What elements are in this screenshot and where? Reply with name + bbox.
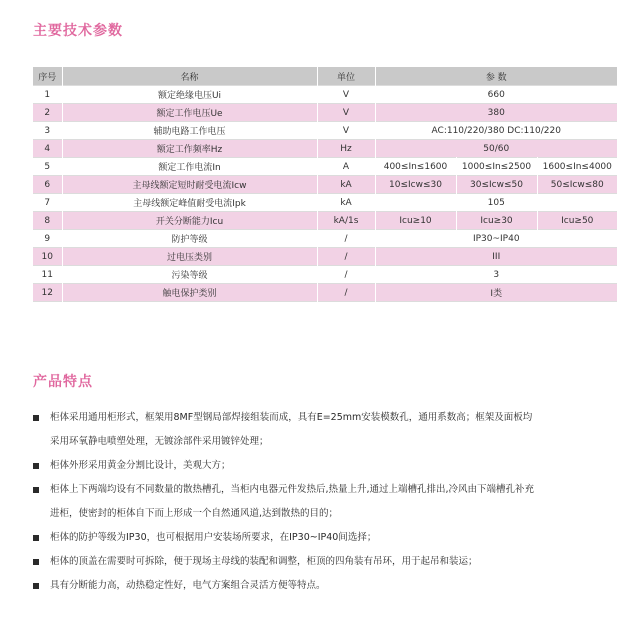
param-value: III bbox=[375, 248, 617, 266]
param-value: 105 bbox=[375, 194, 617, 212]
table-row bbox=[33, 86, 617, 104]
param-unit: Hz bbox=[317, 140, 375, 158]
param-unit: kA/1s bbox=[317, 212, 375, 230]
param-value: Icu≥30 bbox=[456, 212, 537, 230]
spec-section-title: 主要技术参数 bbox=[33, 23, 123, 39]
feature-text: 柜体外形采用黄金分割比设计，美观大方； bbox=[50, 460, 231, 471]
param-name: 主母线额定短时耐受电流Icw bbox=[62, 176, 317, 194]
table-header-row bbox=[33, 67, 617, 86]
param-name: 额定工作电压Ue bbox=[62, 104, 317, 122]
param-name: 辅助电路工作电压 bbox=[62, 122, 317, 140]
param-unit: A bbox=[317, 158, 375, 176]
header-no: 序号 bbox=[33, 67, 62, 86]
feature-item bbox=[33, 550, 593, 574]
param-unit: / bbox=[317, 230, 375, 248]
param-value: 400≤In≤1600 bbox=[375, 158, 456, 176]
feature-text: 采用环氧静电喷塑处理，无镀涂部件采用镀锌处理； bbox=[50, 436, 269, 447]
square-bullet-icon bbox=[33, 535, 39, 541]
square-bullet-icon bbox=[33, 463, 39, 469]
feature-item bbox=[33, 526, 593, 550]
row-number: 4 bbox=[33, 140, 62, 158]
row-number: 7 bbox=[33, 194, 62, 212]
feature-item bbox=[33, 406, 593, 454]
param-unit: kA bbox=[317, 176, 375, 194]
feature-text: 柜体采用通用柜形式，框架用8MF型钢局部焊接组装而成，具有E=25mm安装模数孔，通用系数高；框架及面板均 bbox=[50, 412, 533, 423]
row-number: 8 bbox=[33, 212, 62, 230]
param-name: 额定绝缘电压Ui bbox=[62, 86, 317, 104]
table-row bbox=[33, 140, 617, 158]
param-value: 380 bbox=[375, 104, 617, 122]
param-unit: kA bbox=[317, 194, 375, 212]
features-section-title: 产品特点 bbox=[33, 374, 93, 390]
row-number: 2 bbox=[33, 104, 62, 122]
features-list bbox=[33, 406, 593, 598]
square-bullet-icon bbox=[33, 415, 39, 421]
param-unit: / bbox=[317, 248, 375, 266]
param-value: Icu≥10 bbox=[375, 212, 456, 230]
header-name: 名称 bbox=[62, 67, 317, 86]
table-row bbox=[33, 104, 617, 122]
table-row bbox=[33, 176, 617, 194]
row-number: 3 bbox=[33, 122, 62, 140]
table-row bbox=[33, 158, 617, 176]
param-value: 660 bbox=[375, 86, 617, 104]
square-bullet-icon bbox=[33, 487, 39, 493]
param-name: 污染等级 bbox=[62, 266, 317, 284]
param-unit: V bbox=[317, 86, 375, 104]
feature-item bbox=[33, 574, 593, 598]
table-row bbox=[33, 248, 617, 266]
param-value: 1600≤In≤4000 bbox=[537, 158, 617, 176]
row-number: 11 bbox=[33, 266, 62, 284]
param-value: Icu≥50 bbox=[537, 212, 617, 230]
param-value: AC:110/220/380 DC:110/220 bbox=[375, 122, 617, 140]
param-name: 过电压类别 bbox=[62, 248, 317, 266]
param-value: I类 bbox=[375, 284, 617, 302]
row-number: 1 bbox=[33, 86, 62, 104]
param-unit: V bbox=[317, 122, 375, 140]
row-number: 10 bbox=[33, 248, 62, 266]
param-value: 3 bbox=[375, 266, 617, 284]
header-params: 参 数 bbox=[375, 67, 617, 86]
feature-text: 柜体的防护等级为IP30，也可根据用户安装场所要求，在IP30~IP40间选择； bbox=[50, 532, 377, 543]
param-value: 50/60 bbox=[375, 140, 617, 158]
header-unit: 单位 bbox=[317, 67, 375, 86]
param-name: 防护等级 bbox=[62, 230, 317, 248]
row-number: 12 bbox=[33, 284, 62, 302]
feature-item bbox=[33, 478, 593, 526]
param-name: 主母线额定峰值耐受电流Ipk bbox=[62, 194, 317, 212]
table-row bbox=[33, 212, 617, 230]
param-value: 1000≤In≤2500 bbox=[456, 158, 537, 176]
square-bullet-icon bbox=[33, 559, 39, 565]
feature-text: 具有分断能力高，动热稳定性好，电气方案组合灵活方便等特点。 bbox=[50, 580, 326, 591]
table-row bbox=[33, 194, 617, 212]
table-row bbox=[33, 284, 617, 302]
param-unit: / bbox=[317, 284, 375, 302]
row-number: 6 bbox=[33, 176, 62, 194]
feature-item bbox=[33, 454, 593, 478]
feature-text: 进柜，使密封的柜体自下而上形成一个自然通风道,达到散热的目的； bbox=[50, 508, 339, 519]
param-value: 10≤Icw≤30 bbox=[375, 176, 456, 194]
table-row bbox=[33, 230, 617, 248]
param-name: 触电保护类别 bbox=[62, 284, 317, 302]
param-unit: V bbox=[317, 104, 375, 122]
feature-text: 柜体的顶盖在需要时可拆除，便于现场主母线的装配和调整，柜顶的四角装有吊环，用于起吊和装运； bbox=[50, 556, 478, 567]
param-name: 额定工作电流In bbox=[62, 158, 317, 176]
param-value: IP30~IP40 bbox=[375, 230, 617, 248]
square-bullet-icon bbox=[33, 583, 39, 589]
row-number: 5 bbox=[33, 158, 62, 176]
param-name: 开关分断能力Icu bbox=[62, 212, 317, 230]
param-value: 50≤Icw≤80 bbox=[537, 176, 617, 194]
param-unit: / bbox=[317, 266, 375, 284]
row-number: 9 bbox=[33, 230, 62, 248]
param-name: 额定工作频率Hz bbox=[62, 140, 317, 158]
table-row bbox=[33, 266, 617, 284]
table-row bbox=[33, 122, 617, 140]
param-value: 30≤Icw≤50 bbox=[456, 176, 537, 194]
spec-table bbox=[33, 67, 617, 302]
feature-text: 柜体上下两端均设有不同数量的散热槽孔，当柜内电器元件发热后,热量上升,通过上端槽孔排出,冷风由下端槽孔补充 bbox=[50, 484, 535, 495]
